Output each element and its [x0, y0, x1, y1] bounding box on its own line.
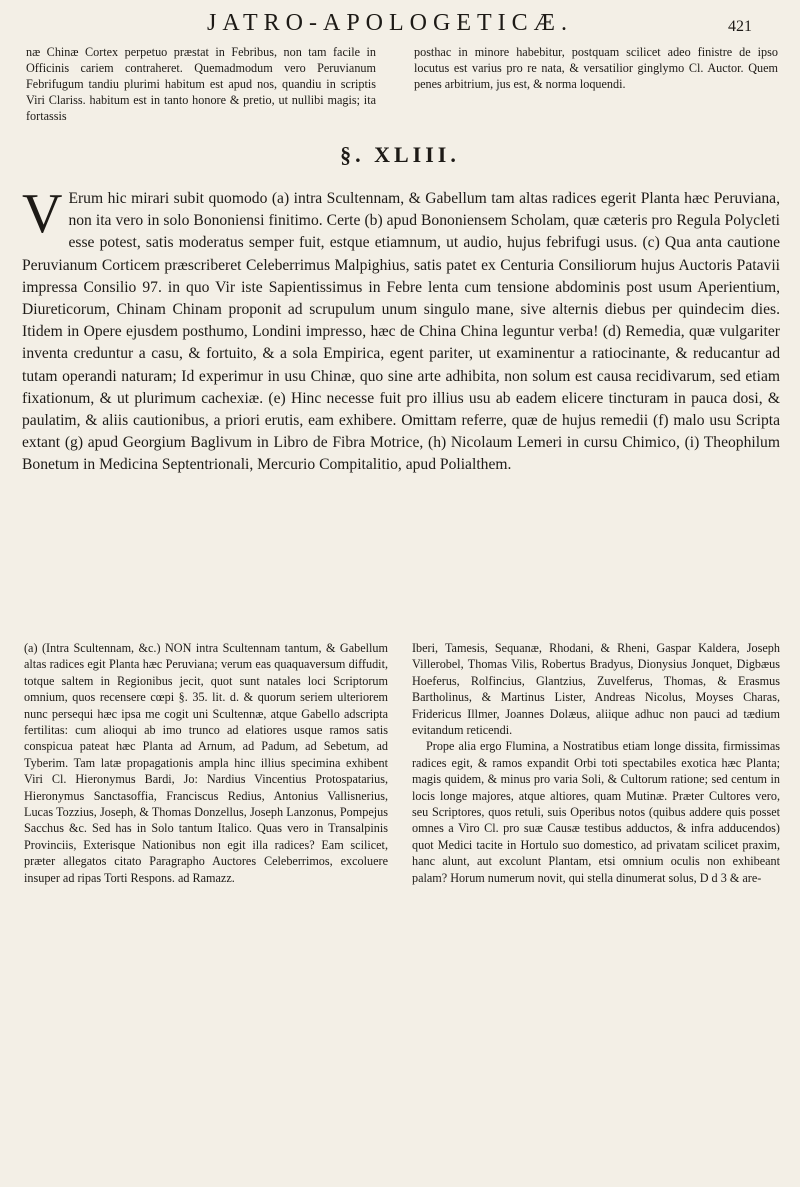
- running-title: JATRO-APOLOGETICÆ.: [207, 10, 573, 36]
- top-left-text: næ Chinæ Cortex perpetuo præstat in Febribus, non tam facile in Officinis cariem contraheret. Quemadmodum vero Peruvianum Febrifugum tandiu plurimi habitum est apud nos, quandiu in scriptis Viri Clariss. habitum est in tanto honore & pretio, ut nullibi magis; ita fortassis: [26, 45, 376, 123]
- footnote-left-column: [24, 640, 388, 886]
- main-paragraph: [22, 183, 780, 477]
- top-right-column: [414, 44, 778, 92]
- main-paragraph-text: Erum hic mirari subit quomodo (a) intra Scultennam, & Gabellum tam altas radices egerit Planta hæc Peruviana, non ita vero in solo Bononiensi finitimo. Certe (b) apud Bononiensem Scholam, quæ cæteris pro Regula Polycleti esse potest, satis moderatus semper fuit, estque etiamnum, ut audio, hujus febrifugi usus. (c) Qua anta cautione Peruvianum Corticem præscriberet Celeberrimus Malpighius, satis patet ex Centuria Consiliorum hujus Auctoris Patavii impressa Consilio 97. in quo Vir iste Sapientissimus in Febre lenta cum tensione abdominis post usum Aperientium, Diureticorum, Chinam Chinam proponit ad scrupulum unum singulo mane, sive alternis diebus per quindecim dies. Itidem in Opere ejusdem posthumo, Londini impresso, hæc de China China leguntur verba! (d) Remedia, quæ vulgariter inventa creduntur a casu, & fortuito, & a sola Empirica, egent pariter, ut examinentur a ratiocinante, & reducantur ad tutam operandi naturam; Id experimur in usu Chinæ, quo sine arte adhibita, non solum est causa recidivarum, sed etiam fixationum, & ut plurimum cachexiæ. (e) Hinc necesse fuit pro illius usu ab eadem elicere tincturam in pauca dosi, & paulatim, & aliis cautionibus, a priori erutis, eam exhibere. Omittam referre, quæ de hujus remedii (f) malo usu Scripta extant (g) apud Georgium Baglivum in Libro de Fibra Motrice, (h) Nicolaum Lemeri in cursu Chimico, (i) Theophilum Bonetum in Medicina Septentrionali, Mercurio Compitalitio, apud Polialthem.: [22, 190, 780, 474]
- footnote-left-text: (a) (Intra Scultennam, &c.) NON intra Scultennam tantum, & Gabellum altas radices egit Planta hæc Peruviana; verum eas quaquaversum diffudit, totque saltem in Regionibus jecit, quot sunt natales loci Scriptorum omnium, quos recensere cœpi §. 35. lit. d. & quorum seriem ulteriorem nunc persequi hæc ipsa me cogit uni Scultennæ, atque Gabello adscripta fertilitas: cum alioqui ab imo trunco ad elatiores usque ramos satis conspicua pateat hæc Planta ad Arnum, ad Padum, ad Sebetum, ad Tyberim. Tam latæ propagationis ampla hinc illius specimina exhibent Viri Cl. Hieronymus Bardi, Jo: Nardius Vincentius Protospatarius, Hieronymus Sanctasoffia, Franciscus Redius, Antonius Vallisnerius, Lucas Tozzius, Joseph, & Thomas Donzellus, Joseph Lanzonus, Pompejus Sacchus &c. Sed has in Solo tantum Italico. Quas vero in Transalpinis Provinciis, Exterisque Nationibus non egit illa radices? Eam scilicet, præter allegatos citato Paragrapho Auctores Celeberrimos, excoluere insuper ad ripas Torti Respons. ad Ramazz.: [24, 641, 388, 885]
- drop-capital: V: [22, 183, 63, 245]
- footnote-right-text-2: Prope alia ergo Flumina, a Nostratibus etiam longe dissita, firmissimas radices egit, & ramos expandit Orbi toti spectabiles exotica hæc Planta; magis quidem, & minus pro varia Soli, & Cultorum ratione; sed centum in locis longe majores, atque altiores, quam Mutinæ. Præter Cultores vero, seu Scriptores, quos retuli, suis Operibus notos (quibus addere quis posset omnes a Viro Cl. pro suæ Causæ testibus adductos, & infra adducendos) quot Medici tacite in Hortulo suo domestico, ad privatam scilicet praxim, hanc alunt, aut excolunt Plantam, etsi omnium oculis non exhibeant palam? Horum numerum novit, qui stella dinumerat solus, D d 3 & are-: [412, 739, 780, 885]
- footnote-right-column: [412, 640, 780, 886]
- section-heading: §. XLIII.: [340, 142, 460, 167]
- top-right-text: posthac in minore habebitur, postquam scilicet adeo finistre de ipso locutus est varius pro re nata, & versatilior ginglymo Cl. Auctor. Quem penes arbitrium, jus est, & norma loquendi.: [414, 45, 778, 91]
- page-number: 421: [728, 18, 752, 35]
- footnote-right-text-1: Iberi, Tamesis, Sequanæ, Rhodani, & Rheni, Gaspar Kaldera, Joseph Villerobel, Thomas Vilis, Robertus Bradyus, Dionysius Jonquet, Digbæus Hoeferus, Rolfincius, Glantzius, Zuvelferus, Thomas, & Erasmus Bartholinus, & Martinus Lister, Andreas Nicolus, Moyses Charas, Fridericus Illmer, Joannes Dolæus, aliique adhuc non pauci ad tædium evitandum reticendi.: [412, 641, 780, 738]
- top-left-column: [26, 44, 376, 124]
